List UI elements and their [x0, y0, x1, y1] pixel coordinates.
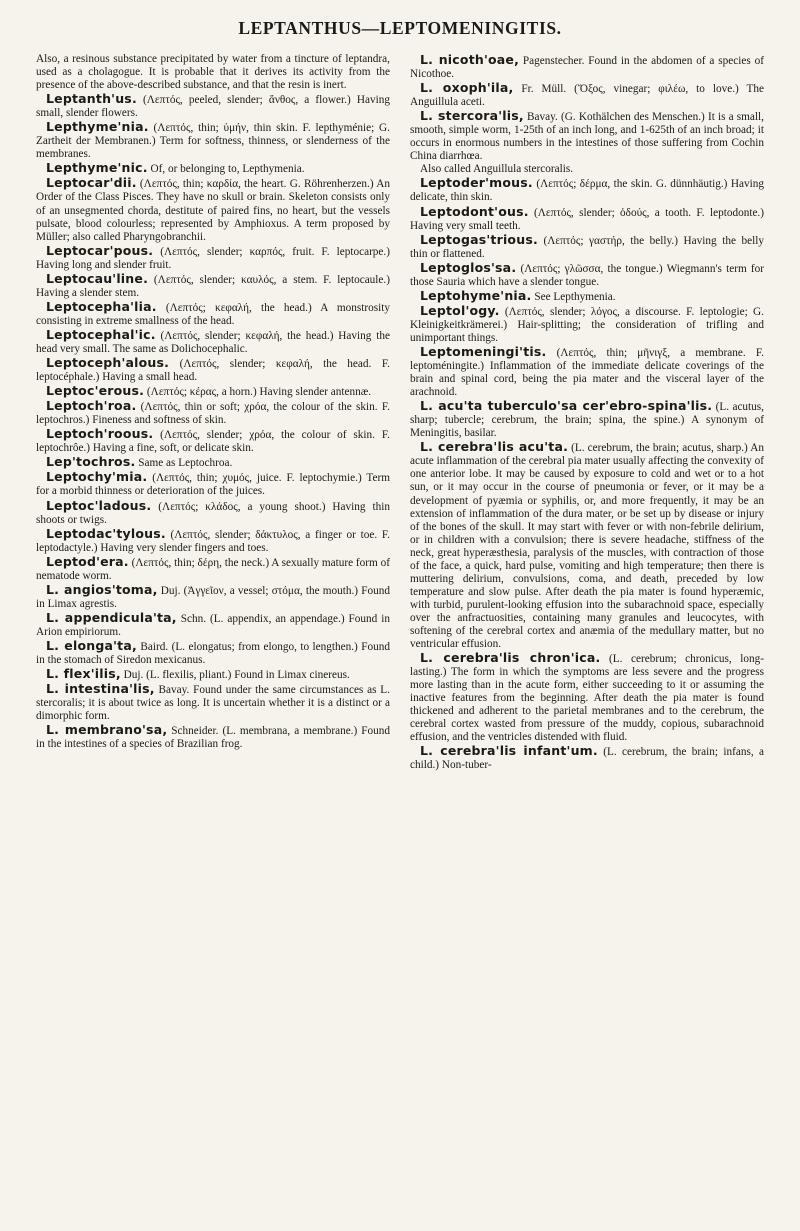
entry-definition: Duj. (Ἀγγεῖον, a vessel; στόμα, the mouth.) Found in Limax agrestis.	[36, 584, 390, 610]
entry-definition: Also, a resinous substance precipitated by water from a tincture of leptandra, used as a cholagogue. It is probable that it derives its activity from the presence of the above-described substance, and that the resin is inert.	[36, 53, 390, 92]
entry-headword: L. cerebra'lis chron'ica.	[420, 650, 601, 666]
dictionary-entry	[410, 261, 764, 289]
entry-headword: Leptohyme'nia.	[420, 287, 532, 303]
entry-headword: L. acu'ta tuberculo'sa cer'ebro-spina'lis.	[420, 398, 713, 414]
dictionary-entry	[36, 272, 390, 300]
dictionary-entry	[36, 499, 390, 527]
dictionary-entry	[36, 161, 390, 176]
entry-definition: (L. acutus, sharp; tubercle; cerebrum, the brain; spina, the spine.) A synonym of Meningitis, basilar.	[410, 401, 764, 440]
dictionary-entry	[36, 527, 390, 555]
entry-definition: Bavay. (G. Kothälchen des Menschen.) It is a small, smooth, simple worm, 1-25th of an inch long, and 1-625th of an inch broad; it occurs in enormous numbers in the intestines of those suffering from Cochin China diarrhœa.	[410, 111, 764, 163]
dictionary-entry	[36, 300, 390, 328]
entry-definition: Of, or belonging to, Lepthymenia.	[147, 163, 305, 176]
entry-headword: L. oxoph'ila,	[420, 80, 514, 96]
entry-definition: Duj. (L. flexilis, pliant.) Found in Limax cinereus.	[120, 669, 350, 682]
left-column	[36, 53, 390, 772]
entry-headword: Leptanth'us.	[46, 91, 137, 107]
entry-definition: (Λεπτός, slender; κεφαλή, the head. F. leptocéphale.) Having a small head.	[36, 358, 390, 384]
entry-definition: See Lepthymenia.	[531, 290, 616, 303]
dictionary-entry	[410, 289, 764, 304]
entry-definition: (Λεπτός, slender; χρόα, the colour of skin. F. leptochrôe.) Having a fine, soft, or delicate skin.	[36, 429, 390, 455]
dictionary-entry	[36, 555, 390, 583]
entry-headword: Leptodont'ous.	[420, 203, 529, 219]
dictionary-entry	[36, 244, 390, 272]
entry-headword: Leptod'era.	[46, 553, 129, 569]
entry-definition: (Λεπτός, thin; χυμός, juice. F. leptochymie.) Term for a morbid thinness or deterioration of the juices.	[36, 472, 390, 498]
dictionary-entry	[36, 328, 390, 356]
entry-headword: L. cerebra'lis infant'um.	[420, 743, 598, 759]
entry-definition: Fr. Müll. (Ὄξος, vinegar; φιλέω, to love.) The Anguillula aceti.	[410, 83, 764, 109]
entry-definition: (Λεπτός, thin; δέρη, the neck.) A sexually mature form of nematode worm.	[36, 556, 390, 582]
entry-definition: (Λεπτός, slender; λόγος, a discourse. F. leptologie; G. Kleinigkeitkrämerei.) Hair-splitting; the consideration of trifling and unimportant things.	[410, 305, 764, 344]
entry-headword: Lepthyme'nic.	[46, 160, 148, 176]
dictionary-entry	[36, 399, 390, 427]
dictionary-entry	[36, 723, 390, 751]
entry-definition: Schn. (L. appendix, an appendage.) Found in Arion empiriorum.	[36, 612, 390, 638]
dictionary-entry	[36, 455, 390, 470]
dictionary-entry	[36, 92, 390, 120]
entry-headword: Leptoc'ladous.	[46, 497, 152, 513]
entry-definition: (L. cerebrum; chronicus, long-lasting.) The form in which the symptoms are less severe and the progress more lasting than in the acute form, either succeeding to it or assuming the inactive features from the beginning. After death the pia mater is found thickened and adherent to the parietal membranes and to the cerebrum, the cerebral cortex wasted from pressure of the muddy, copious, subarachnoid effusion, and the ventricles distended with fluid.	[410, 653, 765, 744]
dictionary-page	[36, 12, 764, 1222]
entry-definition: (L. cerebrum, the brain; infans, a child.) Non-tuber-	[410, 746, 764, 772]
entry-headword: L. membrano'sa,	[46, 722, 168, 738]
dictionary-entry	[410, 744, 764, 772]
entry-definition: Schneider. (L. membrana, a membrane.) Found in the intestines of a species of Brazilian frog.	[36, 725, 391, 751]
dictionary-entry	[36, 384, 390, 399]
entry-definition: Same as Leptochroa.	[135, 457, 233, 470]
entry-headword: Leptodac'tylous.	[46, 525, 166, 541]
entry-definition: (Λεπτός, slender; καυλός, a stem. F. leptocaule.) Having a slender stem.	[36, 273, 390, 299]
running-head: LEPTANTHUS—LEPTOMENINGITIS.	[238, 18, 562, 38]
entry-definition: Baird. (L. elongatus; from elongo, to lengthen.) Found in the stomach of Siredon mexicanus.	[36, 640, 390, 667]
entry-headword: Leptocar'dii.	[46, 175, 137, 191]
entry-definition: (Λεπτός; κέρας, a horn.) Having slender antennæ.	[144, 386, 372, 399]
entry-headword: Lep'tochros.	[46, 454, 136, 470]
entry-definition: Bavay. Found under the same circumstances as L. stercoralis; it is about twice as long. It is uncertain whether it is a distinct or a dimorphic form.	[36, 684, 390, 723]
entry-definition: (Λεπτός, slender; καρπός, fruit. F. leptocarpe.) Having long and slender fruit.	[36, 245, 390, 271]
dictionary-entry	[410, 233, 764, 261]
dictionary-entry	[410, 81, 764, 109]
entry-headword: Leptocar'pous.	[46, 242, 154, 258]
entry-headword: Leptogas'trious.	[420, 231, 538, 247]
entry-headword: L. stercora'lis,	[420, 108, 524, 124]
entry-headword: Leptochy'mia.	[46, 469, 148, 485]
two-column-body	[36, 53, 764, 772]
entry-headword: Leptoc'erous.	[46, 383, 145, 399]
dictionary-entry	[36, 120, 390, 161]
dictionary-entry	[36, 427, 390, 455]
right-column	[410, 53, 764, 772]
entry-definition: (Λεπτός; γαστήρ, the belly.) Having the belly thin or flattened.	[410, 234, 764, 260]
entry-headword: L. intestina'lis,	[46, 681, 155, 697]
entry-definition: (Λεπτός; γλῶσσα, the tongue.) Wiegmann's term for those Sauria which have a slender tongue.	[410, 262, 764, 288]
dictionary-entry	[36, 176, 390, 243]
dictionary-entry	[36, 682, 390, 723]
entry-definition: (Λεπτός, thin or soft; χρόα, the colour of the skin. F. leptochros.) Fineness and softness of skin.	[36, 401, 390, 427]
dictionary-entry	[410, 176, 764, 204]
entry-definition: (Λεπτός; κλάδος, a young shoot.) Having thin shoots or twigs.	[36, 500, 390, 526]
entry-headword: L. angios'toma,	[46, 581, 158, 597]
entry-headword: L. appendicula'ta,	[46, 609, 177, 625]
entry-definition: (L. cerebrum, the brain; acutus, sharp.) An acute inflammation of the cerebral pia mater usually affecting the convexity of one anterior lobe. It may be caused by exposure to cold and wet or to a hot sun, or it may occur in the course of pneumonia or fever, or it may be a development of pyæmia or syphilis, or, and more frequently, it may be an extension of inflammation of the dura mater, or be set up by disease or injury of the bones of the skull. It may start with fever or with non-febrile delirium, or in children with a convulsion; there is severe headache, stiffness of the neck, great hyperæsthesia, paralysis of the muscles, with contraction of those of the face, a quick, hard pulse, vomiting and high temperature; then there is muttering delirium, convulsions, coma, and death, preceded by low temperature and slow pulse. After death the pia mater is found hyperæmic, with turbid, purulent-looking effusion into the subarachnoid space, especially over the anfractuosities, containing many granules and leucocytes, with softening of the cerebral cortex and anæmia of the medullary matter, but no ventricular effusion.	[410, 442, 764, 651]
entry-definition: Pagenstecher. Found in the abdomen of a species of Nicothoe.	[410, 55, 764, 81]
entry-headword: Leptoder'mous.	[420, 175, 533, 191]
entry-definition: (Λεπτός, thin; ὑμήν, thin skin. F. lepthyménie; G. Zartheit der Membranen.) Term for softness, thinness, or slenderness of the membranes.	[36, 122, 390, 161]
dictionary-entry	[410, 53, 764, 81]
dictionary-entry	[36, 53, 390, 92]
entry-headword: Lepthyme'nia.	[46, 119, 149, 135]
entry-headword: L. cerebra'lis acu'ta.	[420, 439, 569, 455]
dictionary-entry	[410, 440, 764, 651]
entry-headword: Leptomeningi'tis.	[420, 343, 547, 359]
dictionary-entry	[36, 611, 390, 639]
entry-definition: (Λεπτός; κεφαλή, the head.) A monstrosity consisting in extreme smallness of the head.	[36, 301, 390, 327]
dictionary-entry	[410, 109, 764, 163]
entry-headword: L. elonga'ta,	[46, 637, 137, 653]
dictionary-entry	[36, 470, 390, 498]
entry-definition: (Λεπτός, thin; μῆνιγξ, a membrane. F. leptoméningite.) Inflammation of the immediate delicate coverings of the brain and spinal cord, being the pia mater and the visceral layer of the arachnoid.	[410, 346, 764, 399]
entry-definition: (Λεπτός, slender; κεφαλή, the head.) Having the head very small. The same as Dolichocephalic.	[36, 329, 390, 355]
entry-definition: Also called Anguillula stercoralis.	[420, 163, 574, 176]
dictionary-entry	[36, 639, 390, 667]
entry-definition: (Λεπτός; δέρμα, the skin. G. dünnhäutig.) Having delicate, thin skin.	[410, 178, 764, 204]
entry-headword: L. flex'ilis,	[46, 666, 121, 682]
entry-headword: Leptoch'roous.	[46, 426, 154, 442]
dictionary-entry	[410, 399, 764, 440]
dictionary-entry	[410, 205, 764, 233]
dictionary-entry	[410, 304, 764, 345]
dictionary-entry	[36, 583, 390, 611]
entry-definition: (Λεπτός, slender; ὀδούς, a tooth. F. leptodonte.) Having very small teeth.	[410, 206, 764, 232]
entry-headword: Leptoglos'sa.	[420, 259, 517, 275]
entry-headword: Leptoch'roa.	[46, 398, 137, 414]
entry-headword: Leptocepha'lia.	[46, 298, 157, 314]
dictionary-entry	[36, 356, 390, 384]
entry-definition: (Λεπτός, thin; καρδία, the heart. G. Röhrenherzen.) An Order of the Class Pisces. They have no skull or brain. Skeleton consists only of an unsegmented chorda, destitute of paired fins, no heart, but the vessels pulsate, blood colourless; represented by Amphioxus. A term proposed by Müller; also called Pharyngobranchii.	[36, 178, 390, 243]
entry-headword: Leptocephal'ic.	[46, 326, 156, 342]
dictionary-entry	[410, 345, 764, 399]
entry-definition: (Λεπτός, peeled, slender; ἄνθος, a flower.) Having small, slender flowers.	[36, 94, 390, 120]
dictionary-entry	[410, 651, 764, 744]
entry-headword: L. nicoth'oae,	[420, 52, 520, 67]
entry-headword: Leptocau'line.	[46, 270, 149, 286]
dictionary-entry	[36, 667, 390, 682]
entry-headword: Leptol'ogy.	[420, 302, 500, 318]
entry-headword: Leptoceph'alous.	[46, 355, 170, 371]
entry-definition: (Λεπτός, slender; δάκτυλος, a finger or toe. F. leptodactyle.) Having very slender fingers and toes.	[36, 528, 390, 554]
